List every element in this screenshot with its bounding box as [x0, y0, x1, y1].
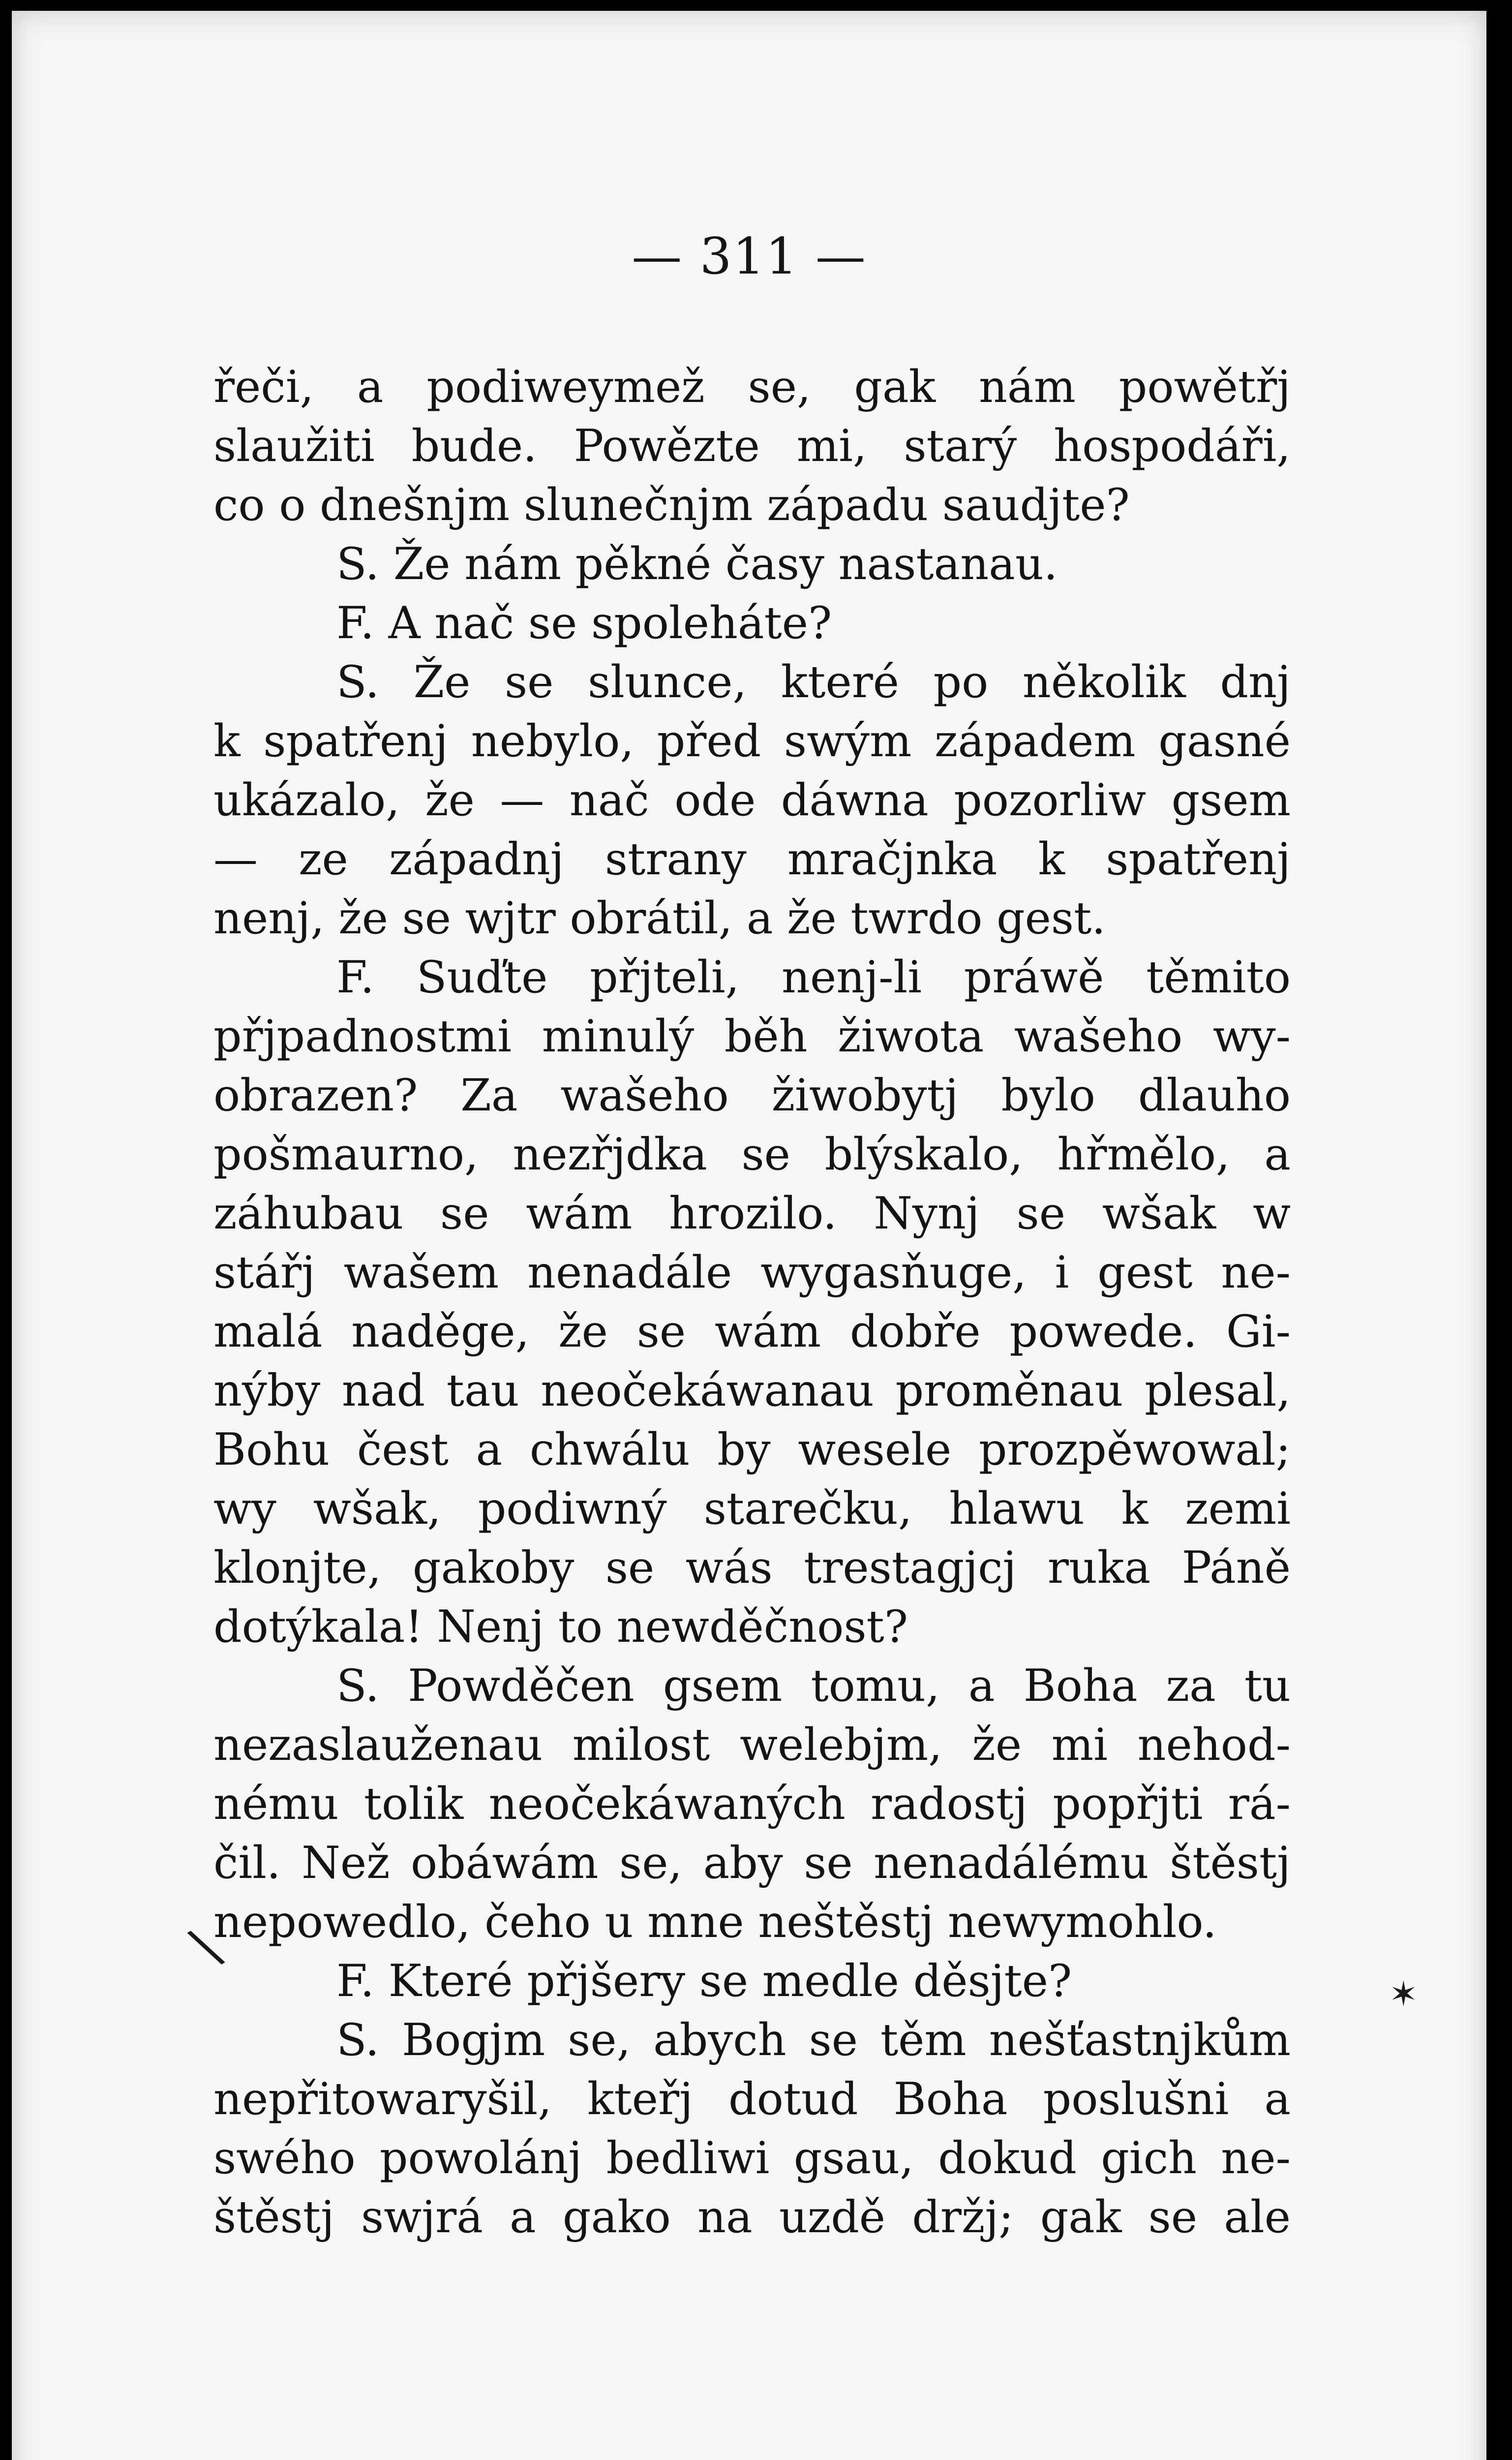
text-line: S. Že se slunce, které po několik dnj [336, 656, 1291, 708]
text-line: nepřitowaryšil, kteřj dotud Boha poslušni a [213, 2073, 1291, 2125]
text-line: S. Že nám pěkné časy nastanau. [336, 538, 1058, 590]
text-line: ukázalo, že — nač ode dáwna pozorliw gsem [213, 774, 1291, 826]
text-line: wy wšak, podiwný starečku, hlawu k zemi [213, 1483, 1291, 1535]
text-line: F. A nač se spoleháte? [336, 597, 832, 649]
text-line: čil. Než obáwám se, aby se nenadálému štěstj [213, 1837, 1291, 1889]
text-line: klonjte, gakoby se wás trestagjcj ruka Páně [213, 1542, 1291, 1594]
page-number: — 311 — [632, 227, 867, 286]
text-line: řeči, a podiweymež se, gak nám powětřj [213, 361, 1291, 413]
text-line: — ze západnj strany mračjnka k spatřenj [213, 833, 1291, 885]
text-line: malá naděge, že se wám dobře powede. Gi- [213, 1306, 1291, 1357]
margin-stroke-mark: \ [181, 1914, 229, 1978]
text-line: swého powolánj bedliwi gsau, dokud gich ne- [213, 2132, 1291, 2184]
text-line: nýby nad tau neočekáwanau proměnau plesal, [213, 1365, 1291, 1416]
text-line: nenj, že se wjtr obrátil, a že twrdo gest. [213, 892, 1106, 944]
ink-smudge-mark: ✶ [1389, 1974, 1418, 2014]
text-line: F. Které přjšery se medle děsjte? [336, 1955, 1072, 2007]
text-line: nezaslauženau milost welebjm, že mi nehod- [213, 1719, 1291, 1771]
text-line: obrazen? Za wašeho žiwobytj bylo dlauho [213, 1070, 1291, 1121]
text-line: pošmaurno, nezřjdka se blýskalo, hřmělo, a [213, 1129, 1291, 1180]
text-line: štěstj swjrá a gako na uzdě držj; gak se ale [213, 2191, 1291, 2243]
text-line: F. Suďte přjteli, nenj-li práwě těmito [336, 952, 1291, 1003]
text-line: nepowedlo, čeho u mne neštěstj newymohlo. [213, 1896, 1217, 1948]
text-line: slaužiti bude. Powězte mi, starý hospodáři, [213, 420, 1291, 472]
text-line: dotýkala! Nenj to newděčnost? [213, 1601, 908, 1653]
text-line: nému tolik neočekáwaných radostj popřjti rá- [213, 1778, 1291, 1830]
book-page [12, 11, 1486, 2460]
text-line: S. Powděčen gsem tomu, a Boha za tu [336, 1660, 1291, 1712]
body-text [213, 358, 1291, 2247]
text-line: co o dnešnjm slunečnjm západu saudjte? [213, 479, 1130, 531]
text-line: stářj wašem nenadále wygasňuge, i gest ne- [213, 1247, 1291, 1298]
text-line: přjpadnostmi minulý běh žiwota wašeho wy- [213, 1011, 1291, 1062]
text-line: Bohu čest a chwálu by wesele prozpěwowal; [213, 1424, 1291, 1476]
text-line: S. Bogjm se, abych se těm nešťastnjkům [336, 2014, 1291, 2066]
text-line: záhubau se wám hrozilo. Nynj se wšak w [213, 1188, 1291, 1239]
text-line: k spatřenj nebylo, před swým západem gasné [213, 715, 1291, 767]
